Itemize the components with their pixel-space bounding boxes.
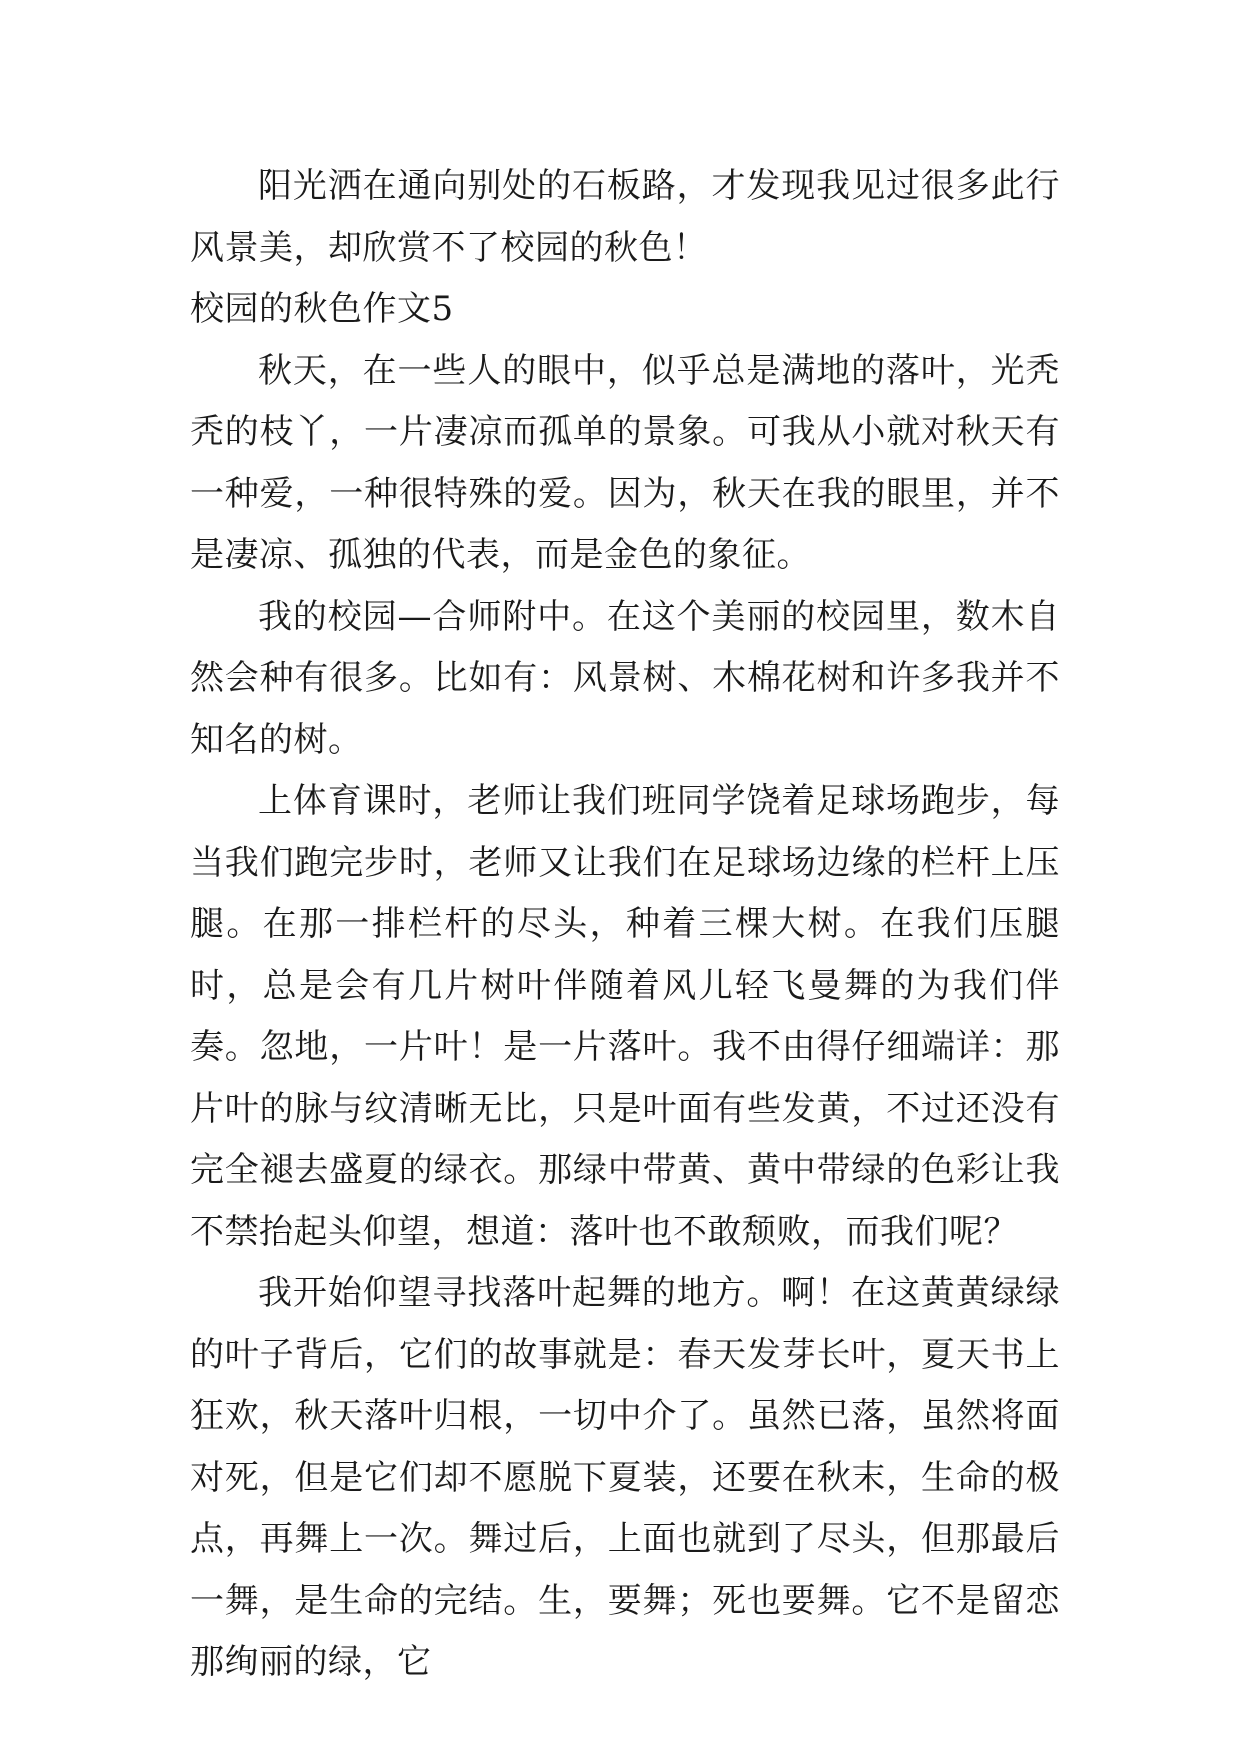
document-body bbox=[190, 156, 1060, 1694]
paragraph-intro: 阳光洒在通向别处的石板路，才发现我见过很多此行风景美，却欣赏不了校园的秋色！ bbox=[190, 166, 1060, 268]
paragraph-2: 我的校园—合师附中。在这个美丽的校园里，数木自然会种有很多。比如有：风景树、木棉花树和许多我并不知名的树。 bbox=[190, 596, 1060, 760]
paragraph-3: 上体育课时，老师让我们班同学饶着足球场跑步，每当我们跑完步时，老师又让我们在足球场边缘的栏杆上压腿。在那一排栏杆的尽头，种着三棵大树。在我们压腿时，总是会有几片树叶伴随着风儿轻飞曼舞的为我们伴奏。忽地，一片叶！是一片落叶。我不由得仔细端详：那片叶的脉与纹清晰无比，只是叶面有些发黄，不过还没有完全褪去盛夏的绿衣。那绿中带黄、黄中带绿的色彩让我不禁抬起头仰望，想道：落叶也不敢颓败，而我们呢？ bbox=[190, 781, 1060, 1252]
section-title: 校园的秋色作文5 bbox=[190, 289, 454, 329]
paragraph-4: 我开始仰望寻找落叶起舞的地方。啊！在这黄黄绿绿的叶子背后，它们的故事就是：春天发芽长叶，夏天书上狂欢，秋天落叶归根，一切中介了。虽然已落，虽然将面对死，但是它们却不愿脱下夏装，还要在秋末，生命的极点，再舞上一次。舞过后，上面也就到了尽头，但那最后一舞，是生命的完结。生，要舞；死也要舞。它不是留恋那绚丽的绿，它 bbox=[190, 1273, 1060, 1682]
paragraph-1: 秋天，在一些人的眼中，似乎总是满地的落叶，光秃秃的枝丫，一片凄凉而孤单的景象。可我从小就对秋天有一种爱，一种很特殊的爱。因为，秋天在我的眼里，并不是凄凉、孤独的代表，而是金色的象征。 bbox=[190, 350, 1060, 575]
